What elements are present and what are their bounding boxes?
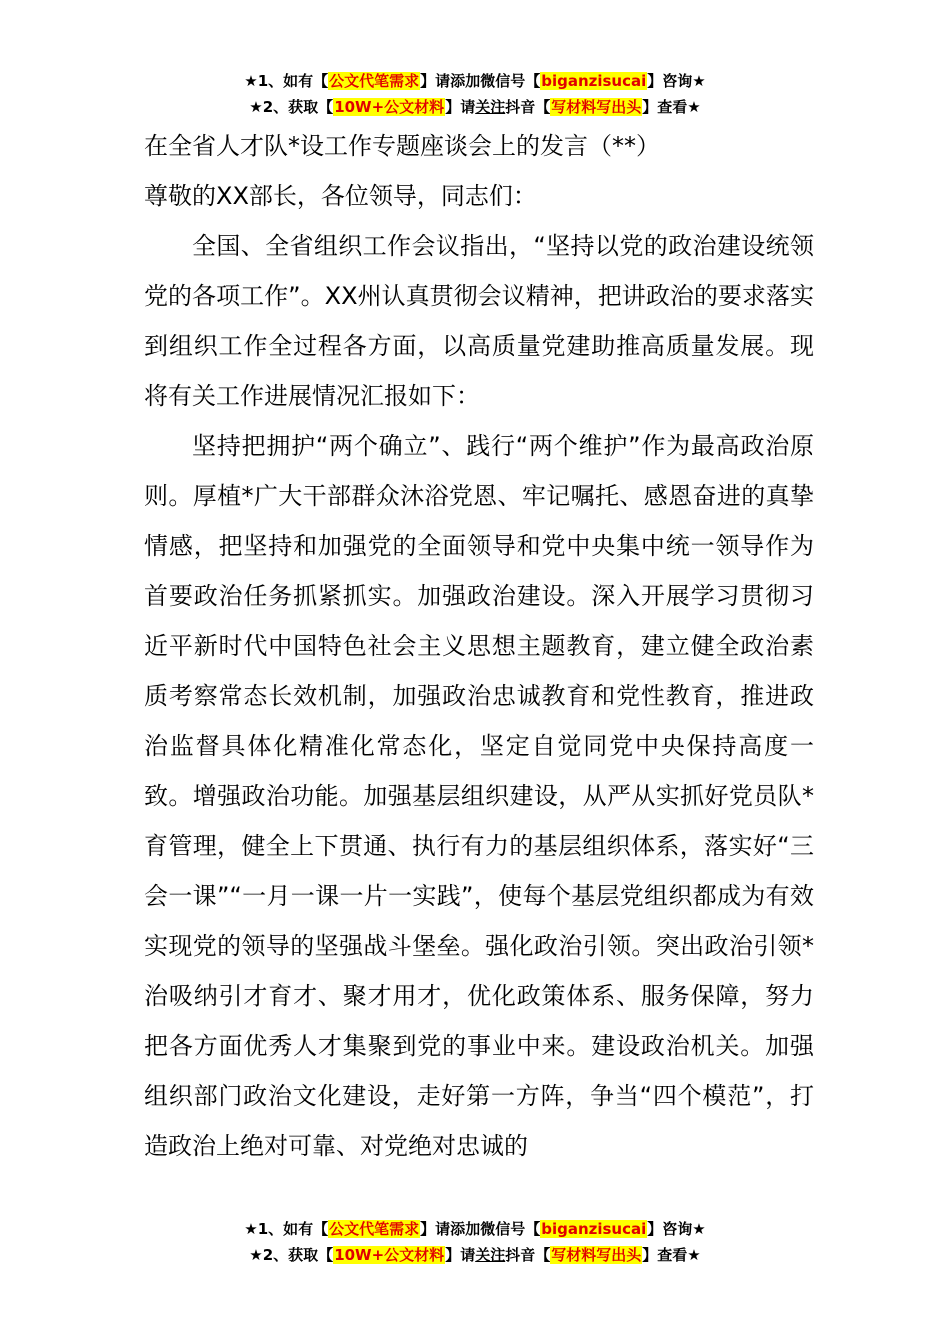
promo-text: 】请 — [445, 98, 476, 116]
promo-text: 抖音【 — [505, 98, 551, 116]
promo-line-1 — [0, 1216, 950, 1242]
promo-text: 】查看★ — [642, 1246, 701, 1264]
promo-text: 关注 — [475, 1246, 506, 1264]
paragraph-intro: 全国、全省组织工作会议指出，“坚持以党的政治建设统领党的各项工作”。XX州认真贯彻会议精神，把讲政治的要求落实到组织工作全过程各方面，以高质量党建助推高质量发展。现将有关工作进展情况汇报如下： — [144, 232, 814, 410]
promo-line-2 — [0, 94, 950, 120]
promo-highlight: biganzisucai — [541, 1220, 647, 1238]
promo-text: 加 — [465, 1220, 481, 1238]
promo-text: 】请 — [445, 1246, 476, 1264]
promo-text: 微信号【 — [480, 72, 541, 90]
promo-text: ★2、获取【 — [249, 1246, 334, 1264]
promo-text: ★1、如有【 — [244, 1220, 329, 1238]
promo-highlight: 公文代笔需求 — [329, 72, 420, 90]
promo-text: 】查看★ — [642, 98, 701, 116]
promo-text: 】咨询★ — [647, 72, 706, 90]
promo-line-1 — [0, 68, 950, 94]
paragraph-political-principle: 坚持把拥护“两个确立”、践行“两个维护”作为最高政治原则。厚植*广大干部群众沐浴党恩、牢记嘱托、感恩奋进的真挚情感，把坚持和加强党的全面领导和党中央集中统一领导作为首要政治任务抓紧抓实。加强政治建设。深入开展学习贯彻习近平新时代中国特色社会主义思想主题教育，建立健全政治素质考察常态长效机制，加强政治忠诚教育和党性教育，推进政治监督具体化精准化常态化，坚定自觉同党中央保持高度一致。增强政治功能。加强基层组织建设，从严从实抓好党员队*育管理，健全上下贯通、执行有力的基层组织体系，落实好“三会一课”“一月一课一片一实践”，使每个基层党组织都成为有效实现党的领导的坚强战斗堡垒。强化政治引领。突出政治引领*治吸纳引才育才、聚才用才，优化政策体系、服务保障，努力把各方面优秀人才集聚到党的事业中来。建设政治机关。加强组织部门政治文化建设，走好第一方阵，争当“四个模范”，打造政治上绝对可靠、对党绝对忠诚的 — [144, 432, 814, 1160]
bottom-promo-banner — [0, 1216, 950, 1268]
promo-text: 加 — [465, 72, 481, 90]
promo-highlight: 写材料写出头 — [551, 98, 642, 116]
promo-highlight: 写材料写出头 — [551, 1246, 642, 1264]
document-title: 在全省人才队*设工作专题座谈会上的发言（**） — [144, 132, 660, 160]
promo-text: ★1、如有【 — [244, 72, 329, 90]
promo-highlight: 10W+公文材料 — [334, 98, 445, 116]
promo-highlight: 10W+公文材料 — [334, 1246, 445, 1264]
promo-text: 抖音【 — [505, 1246, 551, 1264]
promo-text: 】咨询★ — [647, 1220, 706, 1238]
promo-text: 关注 — [475, 98, 506, 116]
promo-text: 微信号【 — [480, 1220, 541, 1238]
promo-text: 】请添 — [420, 1220, 466, 1238]
promo-text: ★2、获取【 — [249, 98, 334, 116]
document-body — [144, 121, 814, 1171]
salutation: 尊敬的XX部长，各位领导，同志们： — [144, 182, 537, 210]
top-promo-banner — [0, 68, 950, 120]
promo-text: 】请添 — [420, 72, 466, 90]
promo-highlight: 公文代笔需求 — [329, 1220, 420, 1238]
promo-highlight: biganzisucai — [541, 72, 647, 90]
promo-line-2 — [0, 1242, 950, 1268]
